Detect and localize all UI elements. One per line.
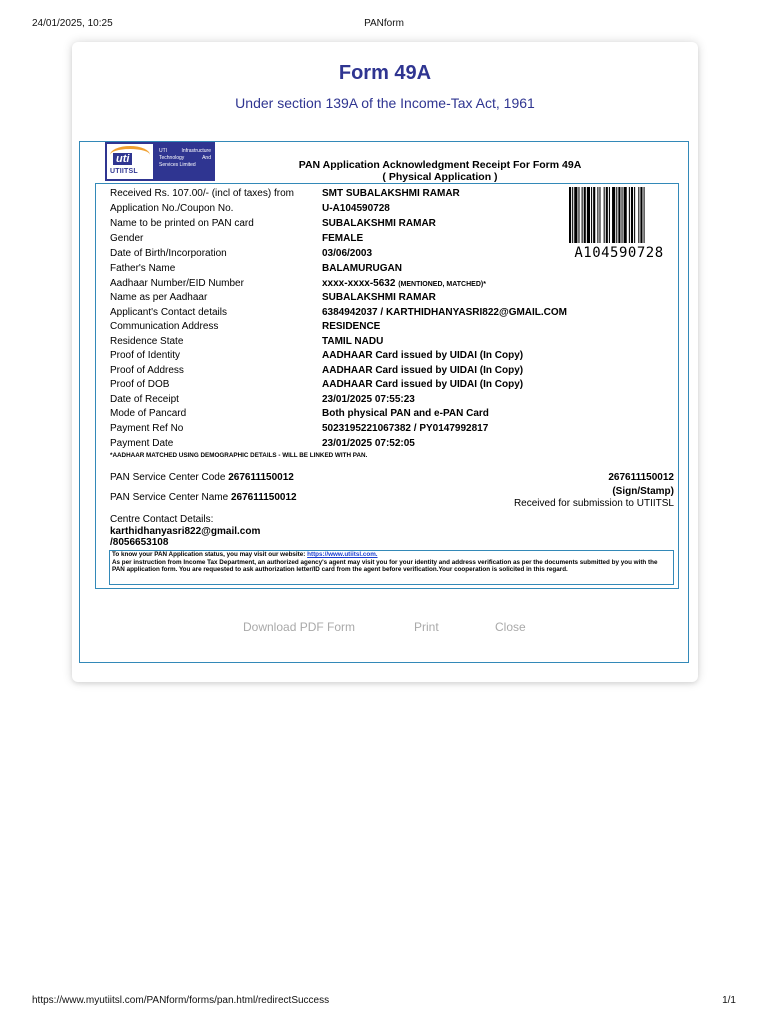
detail-value-note: (MENTIONED, MATCHED)* <box>398 281 486 288</box>
detail-value-text: SUBALAKSHMI RAMAR <box>322 292 436 303</box>
detail-value <box>322 187 460 201</box>
print-page-number: 1/1 <box>722 995 736 1006</box>
receipt-heading-line1: PAN Application Acknowledgment Receipt For Form 49A <box>298 159 582 171</box>
detail-value-text: AADHAAR Card issued by UIDAI (In Copy) <box>322 365 524 376</box>
detail-value <box>322 349 523 363</box>
detail-value-text: 6384942037 / KARTHIDHANYASRI822@GMAIL.COM <box>322 307 568 318</box>
detail-value <box>322 407 489 421</box>
print-footer <box>32 995 736 1009</box>
detail-label: Date of Receipt <box>110 394 179 405</box>
barcode-bar <box>584 187 586 243</box>
detail-label: Father's Name <box>110 263 176 274</box>
barcode-bar <box>606 187 608 243</box>
utiitsl-logo <box>105 142 215 181</box>
print-button[interactable]: Print <box>414 620 439 634</box>
detail-value <box>322 437 415 451</box>
barcode-bar <box>624 187 627 243</box>
detail-value-text: 5023195221067382 / PY0147992817 <box>322 423 489 434</box>
receipt-heading <box>210 159 670 183</box>
detail-label: Aadhaar Number/EID Number <box>110 278 244 289</box>
detail-value <box>322 262 402 276</box>
detail-value-text: xxxx-xxxx-5632 <box>322 278 396 289</box>
detail-label: Name as per Aadhaar <box>110 292 208 303</box>
barcode-bar <box>582 187 583 243</box>
detail-label: Residence State <box>110 336 184 347</box>
barcode-bars <box>569 187 667 243</box>
barcode-bar <box>631 187 633 243</box>
barcode-bar <box>629 187 630 243</box>
detail-label: Date of Birth/Incorporation <box>110 248 227 259</box>
detail-value <box>322 320 380 334</box>
detail-value-text: AADHAAR Card issued by UIDAI (In Copy) <box>322 350 524 361</box>
service-center-name <box>110 492 297 503</box>
logo-brand-text: UTIITSL <box>110 168 138 175</box>
barcode-number: A104590728 <box>574 245 664 261</box>
close-button[interactable]: Close <box>495 620 526 634</box>
detail-value <box>322 364 523 378</box>
info-line-2: As per instruction from Income Tax Department, an authorized agency's agent may visit you for your identity and address verification as per the documents submitted by you with the PAN application form. You are requested to ask authorization letter/ID card from the agent before verification.Your cooperation is solicited in this regard. <box>112 558 658 573</box>
received-for-label: Received for submission to UTIITSL <box>513 498 674 509</box>
detail-value <box>322 217 436 231</box>
detail-value-text: SMT SUBALAKSHMI RAMAR <box>322 188 460 199</box>
service-center-name-value: 267611150012 <box>230 492 297 503</box>
info-line-1-text: To know your PAN Application status, you may visit our website: <box>112 551 308 558</box>
detail-value-text: 23/01/2025 07:52:05 <box>322 438 415 449</box>
form-subtitle: Under section 139A of the Income-Tax Act, 1961 <box>235 95 535 111</box>
barcode-bar <box>572 187 573 243</box>
detail-label: Payment Date <box>110 438 174 449</box>
barcode-bar <box>599 187 600 243</box>
barcode-bar <box>644 187 645 243</box>
centre-email: karthidhanyasri822@gmail.com <box>110 525 261 537</box>
info-box <box>109 550 674 585</box>
detail-label: Communication Address <box>110 321 219 332</box>
detail-label: Gender <box>110 233 144 244</box>
detail-value-text: 23/01/2025 07:55:23 <box>322 394 415 405</box>
print-url: https://www.myutiitsl.com/PANform/forms/pan.html/redirectSuccess <box>32 995 330 1006</box>
action-bar <box>80 620 688 636</box>
service-center-code-label: PAN Service Center Code <box>110 472 226 483</box>
detail-value-text: Both physical PAN and e-PAN Card <box>322 408 489 419</box>
print-datetime: 24/01/2025, 10:25 <box>32 18 113 29</box>
detail-label: Proof of DOB <box>110 379 170 390</box>
info-line-1 <box>112 551 671 559</box>
barcode-bar <box>587 187 590 243</box>
detail-value-text: U-A104590728 <box>322 203 390 214</box>
barcode-bar <box>638 187 639 243</box>
stamp-center-code: 267611150012 <box>608 472 674 483</box>
sign-stamp-label: (Sign/Stamp) <box>612 486 674 497</box>
barcode-bar <box>616 187 617 243</box>
detail-label: Payment Ref No <box>110 423 184 434</box>
aadhaar-note: *AADHAAR MATCHED USING DEMOGRAPHIC DETAILS - WILL BE LINKED WITH PAN. <box>110 452 368 459</box>
barcode-bar <box>604 187 605 243</box>
detail-value <box>322 291 436 305</box>
barcode-bar <box>593 187 595 243</box>
barcode-bar <box>618 187 620 243</box>
logo-uti-text: uti <box>113 153 132 165</box>
stamp-block <box>514 472 674 510</box>
detail-value <box>322 335 383 349</box>
barcode-bar <box>609 187 610 243</box>
detail-value <box>322 393 415 407</box>
detail-value <box>322 277 486 292</box>
detail-label: Application No./Coupon No. <box>110 203 234 214</box>
detail-label: Applicant's Contact details <box>110 307 227 318</box>
detail-value <box>322 247 372 261</box>
barcode-bar <box>622 187 623 243</box>
barcode-bar <box>591 187 592 243</box>
detail-value-text: TAMIL NADU <box>322 336 384 347</box>
form-card <box>72 42 698 682</box>
print-header <box>32 18 736 32</box>
detail-label: Proof of Address <box>110 365 184 376</box>
barcode-bar <box>612 187 615 243</box>
detail-value-text: BALAMURUGAN <box>322 263 402 274</box>
barcode <box>569 187 667 261</box>
detail-label: Mode of Pancard <box>110 408 187 419</box>
barcode-bar <box>578 187 579 243</box>
detail-value-text: AADHAAR Card issued by UIDAI (In Copy) <box>322 379 524 390</box>
barcode-bar <box>569 187 571 243</box>
utiitsl-logo-mark <box>105 142 155 181</box>
barcode-bar <box>640 187 642 243</box>
detail-value <box>322 202 390 216</box>
print-page-title: PANform <box>364 18 404 29</box>
centre-contact <box>110 514 260 549</box>
download-pdf-button[interactable]: Download PDF Form <box>243 620 356 634</box>
utiitsl-website-link[interactable]: https://www.utiitsl.com. <box>307 551 378 558</box>
detail-label: Received Rs. 107.00/- (incl of taxes) from <box>110 188 294 199</box>
receipt-heading-line2: ( Physical Application ) <box>382 171 498 183</box>
form-title: Form 49A <box>338 62 432 84</box>
detail-value <box>322 422 488 436</box>
centre-contact-label: Centre Contact Details: <box>110 514 214 525</box>
logo-company-name: UTI Infrastructure Technology And Services Limited <box>159 148 211 168</box>
detail-label: Proof of Identity <box>110 350 181 361</box>
detail-label: Name to be printed on PAN card <box>110 218 254 229</box>
barcode-bar <box>634 187 635 243</box>
barcode-bar <box>597 187 598 243</box>
receipt-details-frame <box>95 183 679 589</box>
detail-value-text: SUBALAKSHMI RAMAR <box>322 218 436 229</box>
detail-value <box>322 232 363 246</box>
centre-phone: /8056653108 <box>110 537 169 548</box>
service-center-code-value: 267611150012 <box>228 472 294 483</box>
receipt-outer-frame <box>79 141 689 663</box>
detail-value-text: 03/06/2003 <box>322 248 373 259</box>
detail-value-text: RESIDENCE <box>322 321 381 332</box>
service-center-name-label: PAN Service Center Name <box>110 492 229 503</box>
detail-value-text: FEMALE <box>322 233 364 244</box>
detail-value <box>322 378 523 392</box>
service-center-code <box>110 472 294 483</box>
barcode-bar <box>574 187 577 243</box>
detail-value <box>322 306 567 320</box>
